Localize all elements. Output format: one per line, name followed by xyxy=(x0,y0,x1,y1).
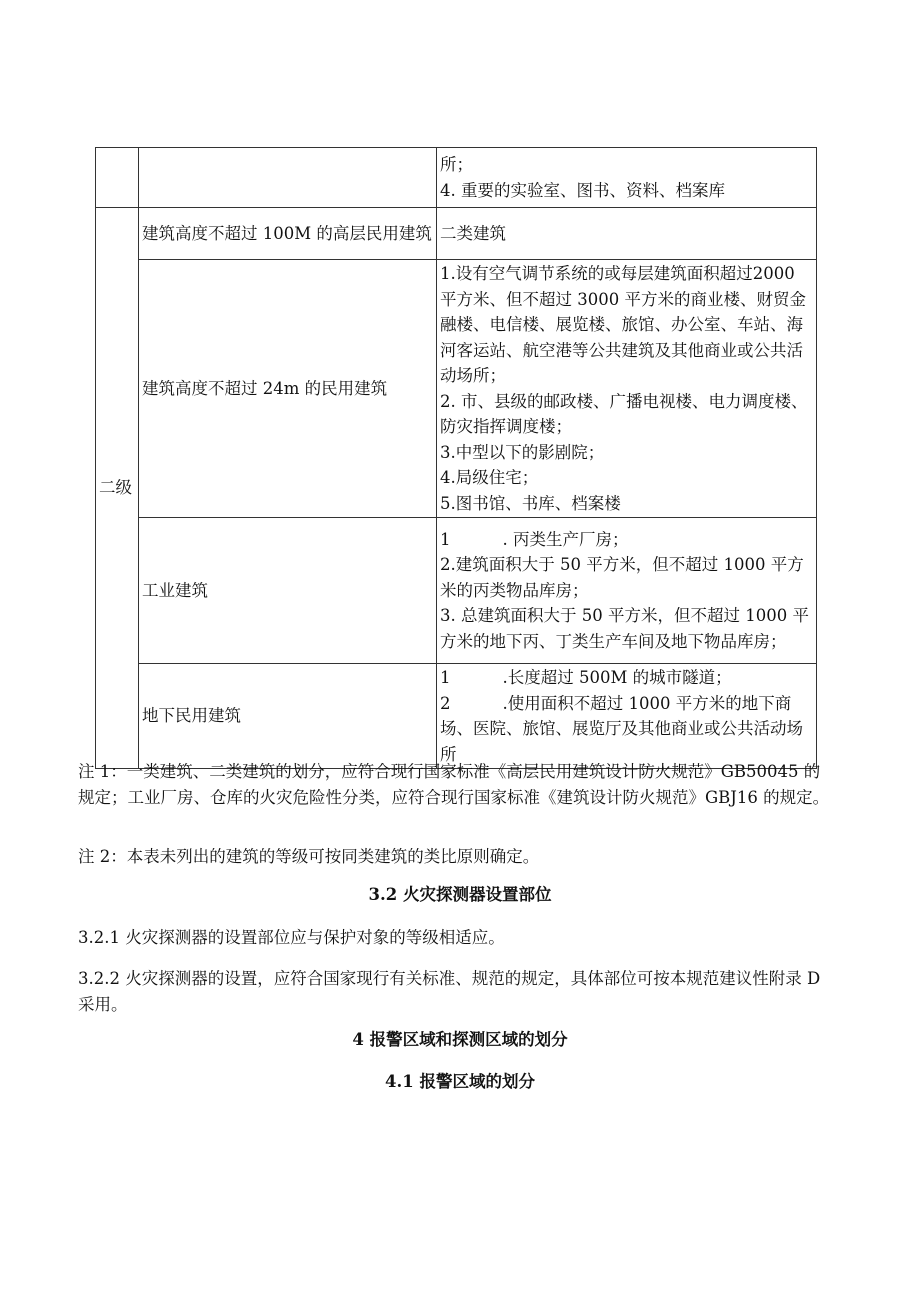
item-text: .使用面积不超过 1000 平方米的地下商场、医院、旅馆、展览厅及其他商业或公共活动场所 xyxy=(440,693,803,764)
category-cell: 地下民用建筑 xyxy=(139,664,437,769)
para-3-2-2: 3.2.2 火灾探测器的设置，应符合国家现行有关标准、规范的规定，具体部位可按本规范建议性附录 D 采用。 xyxy=(78,969,821,1014)
item-line: 5.图书馆、书库、档案楼 xyxy=(440,493,621,513)
item-number: 2 xyxy=(440,693,451,713)
item-line xyxy=(440,691,814,768)
blank-category-cell xyxy=(139,148,437,208)
section-3-2-title: 3.2 火灾探测器设置部位 xyxy=(368,885,552,904)
item-line: 2. 市、县级的邮政楼、广播电视楼、电力调度楼、防灾指挥调度楼； xyxy=(440,391,808,436)
item-line: 4.局级住宅； xyxy=(440,468,539,487)
items-cell xyxy=(437,518,817,664)
blank-cell xyxy=(96,148,139,208)
item-line xyxy=(440,665,814,691)
item-line: 1.设有空气调节系统的或每层建筑面积超过2000 平方米、但不超过 3000 平方米的商业楼、财贸金融楼、电信楼、展览楼、旅馆、办公室、车站、海河客运站、航空港等公共建筑及其他商业或公共活动场所； xyxy=(440,264,806,385)
item-number: 1 xyxy=(440,529,451,549)
item-line: 3.中型以下的影剧院； xyxy=(440,442,605,462)
items-cell xyxy=(437,208,817,260)
item-number: 1 xyxy=(440,668,451,687)
section-4-1-title: 4.1 报警区域的划分 xyxy=(385,1072,535,1091)
category-cell: 建筑高度不超过 24m 的民用建筑 xyxy=(139,260,437,518)
item-line: 3. 总建筑面积大于 50 平方米，但不超过 1000 平方米的地下丙、丁类生产车间及地下物品库房； xyxy=(440,606,809,651)
section-4-title: 4 报警区域和探测区域的划分 xyxy=(352,1030,568,1049)
para-3-2-1: 3.2.1 火灾探测器的设置部位应与保护对象的等级相适应。 xyxy=(78,928,505,947)
item-line xyxy=(440,527,814,553)
note-1: 注 1：一类建筑、二类建筑的划分，应符合现行国家标准《高层民用建筑设计防火规范》GB50045 的规定；工业厂房、仓库的火灾危险性分类，应符合现行国家标准《建筑设计防火规范》GBJ16 的规定。 xyxy=(78,762,830,807)
continuation-cell xyxy=(437,148,817,208)
grade-cell: 二级 xyxy=(96,208,139,769)
table-row xyxy=(96,260,817,518)
item-text: . 丙类生产厂房； xyxy=(502,529,629,549)
category-cell: 工业建筑 xyxy=(139,518,437,664)
item-line: 2.建筑面积大于 50 平方米，但不超过 1000 平方米的丙类物品库房； xyxy=(440,555,804,600)
items-cell xyxy=(437,260,817,518)
table-row xyxy=(96,518,817,664)
note-2: 注 2：本表未列出的建筑的等级可按同类建筑的类比原则确定。 xyxy=(78,847,540,866)
building-grade-table xyxy=(95,147,817,769)
table-row xyxy=(96,148,817,208)
items-cell xyxy=(437,664,817,769)
table-row xyxy=(96,208,817,260)
item-line: 二类建筑 xyxy=(440,223,506,243)
continuation-line: 4. 重要的实验室、图书、资料、档案库 xyxy=(440,180,725,200)
table-row xyxy=(96,664,817,769)
category-cell: 建筑高度不超过 100M 的高层民用建筑 xyxy=(139,208,437,260)
continuation-line: 所； xyxy=(440,155,473,174)
item-text: .长度超过 500M 的城市隧道； xyxy=(502,668,732,687)
